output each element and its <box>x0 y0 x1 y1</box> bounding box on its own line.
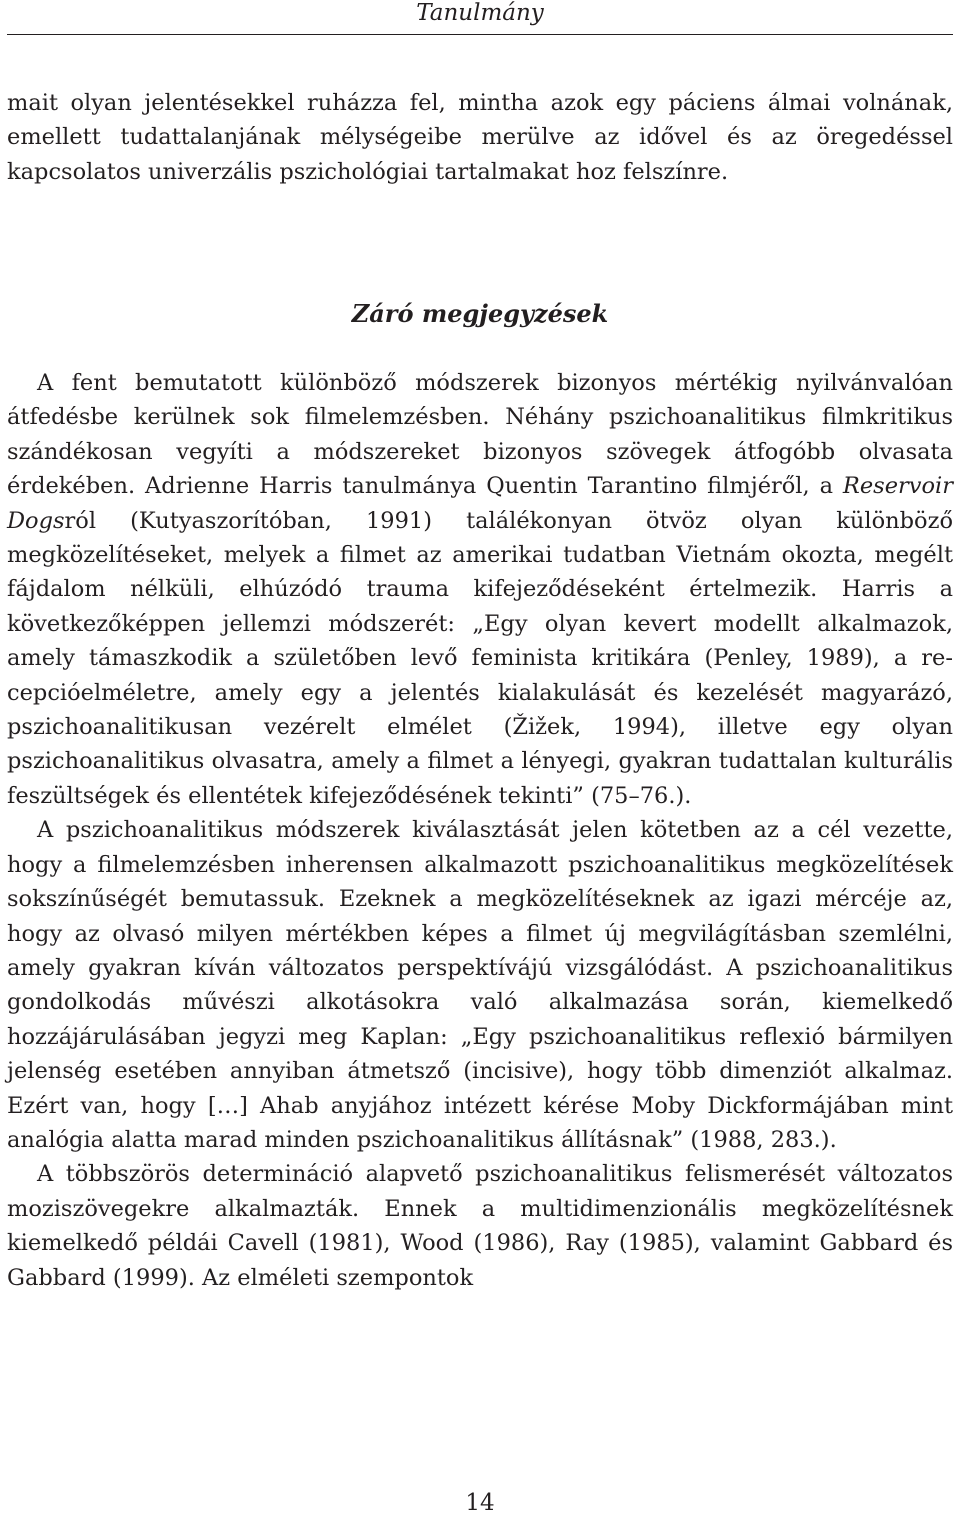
intro-text-block <box>7 86 953 189</box>
page-number: 14 <box>465 1490 495 1516</box>
running-head <box>7 0 953 35</box>
paragraph-2: A pszichoanalitikus módszerek kiválasztását jelen kötetben az a cél vezette, hogy a filmelemzésben inherensen alkalmazott pszichoanalitikus megközelítések sokszínűségét bemutassuk. Ezeknek a megközelítéseknek az igazi mércéje az, hogy az olvasó milyen mértékben képes a filmet új megvilágításban szemlélni, amely gyakran kíván változatos perspektívájú vizsgálódást. A pszichoanalitikus gondolkodás művészi alkotásokra való alkalmazása során, kiemelkedő hozzájárulásában jegyzi meg Kaplan: „Egy pszichoanalitikus reflexió bármilyen jelenség esetében annyiban átmetsző (incisive), hogy több dimenziót alkalmaz. Ezért van, hogy […] Ahab anyjához intézett kérése Moby Dickformájában mint analógia alatta marad minden pszichoanalitikus állításnak” (1988, 283.). <box>7 817 953 1153</box>
paragraph-1-part-b: ról (Kutyaszorítóban, 1991) találékonyan ötvöz olyan különböző megközelítéseket, melyek a filmet az amerikai tudatban Vietnám okozta, megélt fájdalom nélküli, elhúzódó trauma kifejeződéseként értelmezik. Harris a következőképpen jellemzi módszerét: „Egy olyan kevert modellt alkalmazok, amely támaszkodik a születőben levő feminista kritikára (Penley, 1989), a recepcióelméletre, amely egy a jelentés kialakulását és kezelését magyarázó, pszichoanalitikusan vezérelt elmélet (Žižek, 1994), illetve egy olyan pszichoanalitikus olvasatra, amely a filmet a lényegi, gyakran tudattalan kulturális feszültségek és ellentétek kifejeződésének tekinti” (75–76.). <box>7 507 953 809</box>
paragraph-1-part-a: A fent bemutatott különböző módszerek bizonyos mértékig nyilvánvalóan átfedésbe kerülnek sok filmelemzésben. Néhány pszichoanalitikus filmkritikus szándékosan vegyíti a módszereket bizonyos szövegek átfogóbb olvasata érdekében. Adrienne Harris tanulmánya Quentin Tarantino filmjéről, a <box>7 370 953 500</box>
paragraph-3: A többszörös determináció alapvető pszichoanalitikus felismerését változatos moziszövegekre alkalmazták. Ennek a multidimenzionális megközelítésnek kiemelkedő példái Cavell (1981), Wood (1986), Ray (1985), valamint Gabbard és Gabbard (1999). Az elméleti szempontok <box>7 1161 953 1291</box>
film-title: Reservoir Dogs <box>7 473 953 534</box>
running-head-title: Tanulmány <box>416 0 544 26</box>
paragraph-1 <box>7 366 953 813</box>
paragraph-intro: mait olyan jelentésekkel ruházza fel, mintha azok egy páciens álmai volnának, emellett tudattalanjának mélységeibe merülve az idővel és az öregedéssel kapcsolatos univerzális pszichológiai tartalmakat hoz felszínre. <box>7 90 953 185</box>
main-text-block <box>7 366 953 1295</box>
section-title: Záró megjegyzések <box>351 299 609 328</box>
